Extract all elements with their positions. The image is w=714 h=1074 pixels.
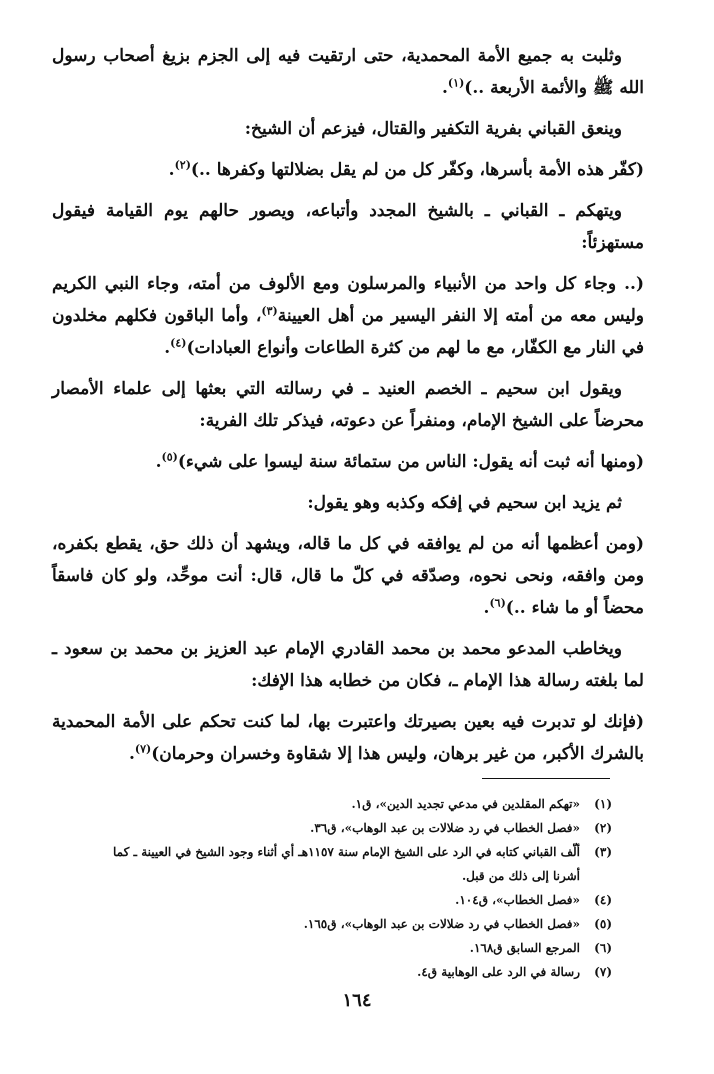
quote-paragraph: (.. وجاء كل واحد من الأنبياء والمرسلون ومع الألوف من أمته، وجاء النبي الكريم وليس معه من أمته إلا النفر اليسير من أهل العيينة$^{(٣)}$، وأما الباقون فكلهم مخلدون في النار مع الكفّار، مع ما لهم من كثرة الطاعات وأنواع العبادات)$^{(٤)}$. — [52, 274, 645, 358]
paragraph: ثم يزيد ابن سحيم في إفكه وكذبه وهو يقول: — [307, 493, 622, 513]
footnotes — [92, 792, 612, 984]
footnote-number: (٥) — [594, 917, 612, 931]
main-text — [52, 40, 644, 779]
footnote-text: «تهكم المقلدين في مدعي تجديد الدين»، ق١. — [351, 797, 580, 811]
footnote-text: «فصل الخطاب في رد ضلالات بن عبد الوهاب»، ق١٦٥. — [303, 917, 580, 931]
footnote-ref[interactable]: (١) — [447, 76, 465, 90]
paragraph: ويخاطب المدعو محمد بن محمد القادري الإمام عبد العزيز بن محمد بن سعود ـ لما بلغته رسالة هذا الإمام ـ، فكان من خطابه هذا الإفك: — [52, 639, 644, 691]
quote-paragraph: (فإنك لو تدبرت فيه بعين بصيرتك واعتبرت بها، لما كنت تحكم على الأمة المحمدية بالشرك الأكبر، من غير برهان، وليس هذا إلا شقاوة وخسران وحرمان)$^{(٧)}$. — [52, 712, 644, 764]
footnote-divider — [482, 778, 610, 779]
footnote-ref[interactable]: (٣) — [261, 304, 278, 318]
footnote-ref[interactable]: (٢) — [174, 158, 191, 172]
footnote — [92, 912, 612, 936]
footnote — [92, 888, 612, 912]
footnote — [92, 816, 612, 840]
footnote-text: ألّف القباني كتابه في الرد على الشيخ الإمام سنة ١١٥٧هـ أي أثناء وجود الشيخ في العيينة ـ كما أشرنا إلى ذلك من قبل. — [113, 845, 580, 883]
paragraph: وينعق القباني بفرية التكفير والقتال، فيزعم أن الشيخ: — [244, 119, 622, 139]
quote-paragraph: (ومنها أنه ثبت أنه يقول: الناس من ستمائة سنة ليسوا على شيء)$^{(٥)}$. — [155, 450, 644, 472]
footnote-ref[interactable]: (٤) — [170, 336, 187, 350]
footnote-number: (٢) — [594, 821, 612, 835]
footnote-ref[interactable]: (٧) — [134, 742, 152, 756]
footnote-text: «فصل الخطاب»، ق١٠٤. — [455, 893, 580, 907]
footnote-number: (٧) — [594, 965, 612, 979]
footnote — [92, 792, 612, 816]
footnote-text: «فصل الخطاب في رد ضلالات بن عبد الوهاب»، ق٣٦. — [310, 821, 580, 835]
footnote-number: (٣) — [594, 845, 612, 859]
footnote-ref[interactable]: (٥) — [161, 450, 178, 464]
footnote-number: (٦) — [594, 941, 612, 955]
quote-paragraph: (كفّر هذه الأمة بأسرها، وكفّر كل من لم يقل بضلالتها وكفرها ..)$^{(٢)}$. — [168, 158, 644, 180]
footnote-text: المرجع السابق ق١٦٨. — [469, 941, 580, 955]
paragraph: وثلبت به جميع الأمة المحمدية، حتى ارتقيت فيه إلى الجزم بزيغ أصحاب رسول الله ﷺ والأئمة الأربعة ..)$^{(١)}$. — [52, 46, 644, 98]
footnote-ref[interactable]: (٦) — [489, 596, 506, 610]
footnote — [92, 960, 612, 984]
footnote-number: (٤) — [594, 893, 612, 907]
quote-paragraph: (ومن أعظمها أنه من لم يوافقه في كل ما قاله، ويشهد أن ذلك حق، يقطع بكفره، ومن وافقه، ونحى نحوه، وصدّقه في كلّ ما قال، قال: أنت موحِّد، ولو كان فاسقاً محضاً أو ما شاء ..)$^{(٦)}$. — [52, 534, 644, 618]
footnote-number: (١) — [594, 797, 612, 811]
page-number: ١٦٤ — [342, 990, 372, 1011]
footnote — [92, 936, 612, 960]
paragraph: ويقول ابن سحيم ـ الخصم العنيد ـ في رسالته التي بعثها إلى علماء الأمصار محرضاً على الشيخ الإمام، ومنفراً عن دعوته، فيذكر تلك الفرية: — [52, 379, 644, 431]
footnote-text: رسالة في الرد على الوهابية ق٤. — [417, 965, 580, 979]
footnote — [92, 840, 612, 888]
paragraph: ويتهكم ـ القباني ـ بالشيخ المجدد وأتباعه، ويصور حالهم يوم القيامة فيقول مستهزئاً: — [52, 201, 644, 253]
